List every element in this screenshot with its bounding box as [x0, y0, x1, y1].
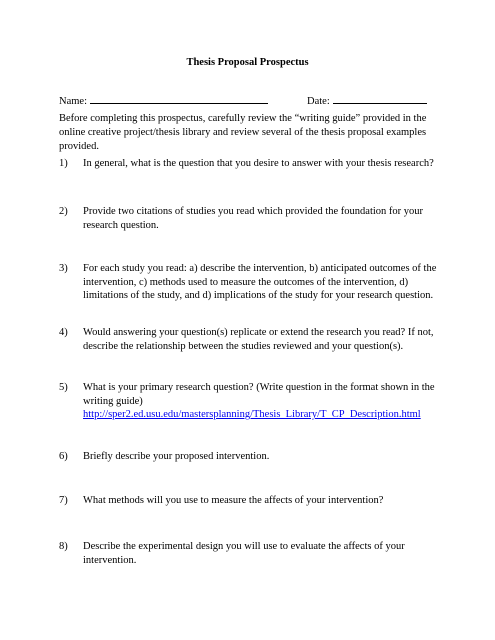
question-text: Provide two citations of studies you read which provided the foundation for your research question. [83, 206, 424, 231]
question-text: What is your primary research question? (Write question in the format shown in the writing guide) [83, 382, 435, 407]
question-item [59, 326, 449, 353]
writing-guide-link[interactable]: http://sper2.ed.usu.edu/mastersplanning/Thesis_Library/T_CP_Description.html [83, 409, 421, 420]
question-text: In general, what is the question that you desire to answer with your thesis research? [83, 158, 434, 169]
question-item [59, 494, 449, 508]
question-item [59, 262, 449, 303]
question-item [59, 157, 449, 171]
question-text: Describe the experimental design you will use to evaluate the affects of your intervention. [83, 541, 405, 566]
date-blank-line[interactable] [333, 93, 427, 104]
question-number: 5) [59, 382, 68, 393]
name-label: Name: [59, 96, 87, 107]
date-label: Date: [307, 96, 330, 107]
question-number: 3) [59, 263, 68, 274]
question-item [59, 381, 449, 422]
question-number: 6) [59, 451, 68, 462]
document-title: Thesis Proposal Prospectus [186, 57, 309, 68]
intro-paragraph: Before completing this prospectus, carefully review the “writing guide” provided in the online creative project/thesis library and review several of the thesis proposal examples provided. [59, 113, 427, 152]
question-text: For each study you read: a) describe the intervention, b) anticipated outcomes of the intervention, c) methods used to measure the outcomes of the intervention, d) limitations of the study, and d) implications of the study for your research question. [83, 263, 437, 301]
date-field-row [307, 93, 427, 107]
question-number: 1) [59, 158, 68, 169]
question-number: 7) [59, 495, 68, 506]
question-number: 4) [59, 327, 68, 338]
question-number: 2) [59, 206, 68, 217]
question-number: 8) [59, 541, 68, 552]
name-field-row [59, 93, 268, 107]
question-item [59, 540, 449, 567]
question-text: What methods will you use to measure the affects of your intervention? [83, 495, 384, 506]
name-blank-line[interactable] [90, 93, 268, 104]
question-text: Briefly describe your proposed intervention. [83, 451, 270, 462]
question-item [59, 450, 449, 464]
question-text: Would answering your question(s) replicate or extend the research you read? If not, describe the relationship between the studies reviewed and your question(s). [83, 327, 434, 352]
question-item [59, 205, 449, 232]
